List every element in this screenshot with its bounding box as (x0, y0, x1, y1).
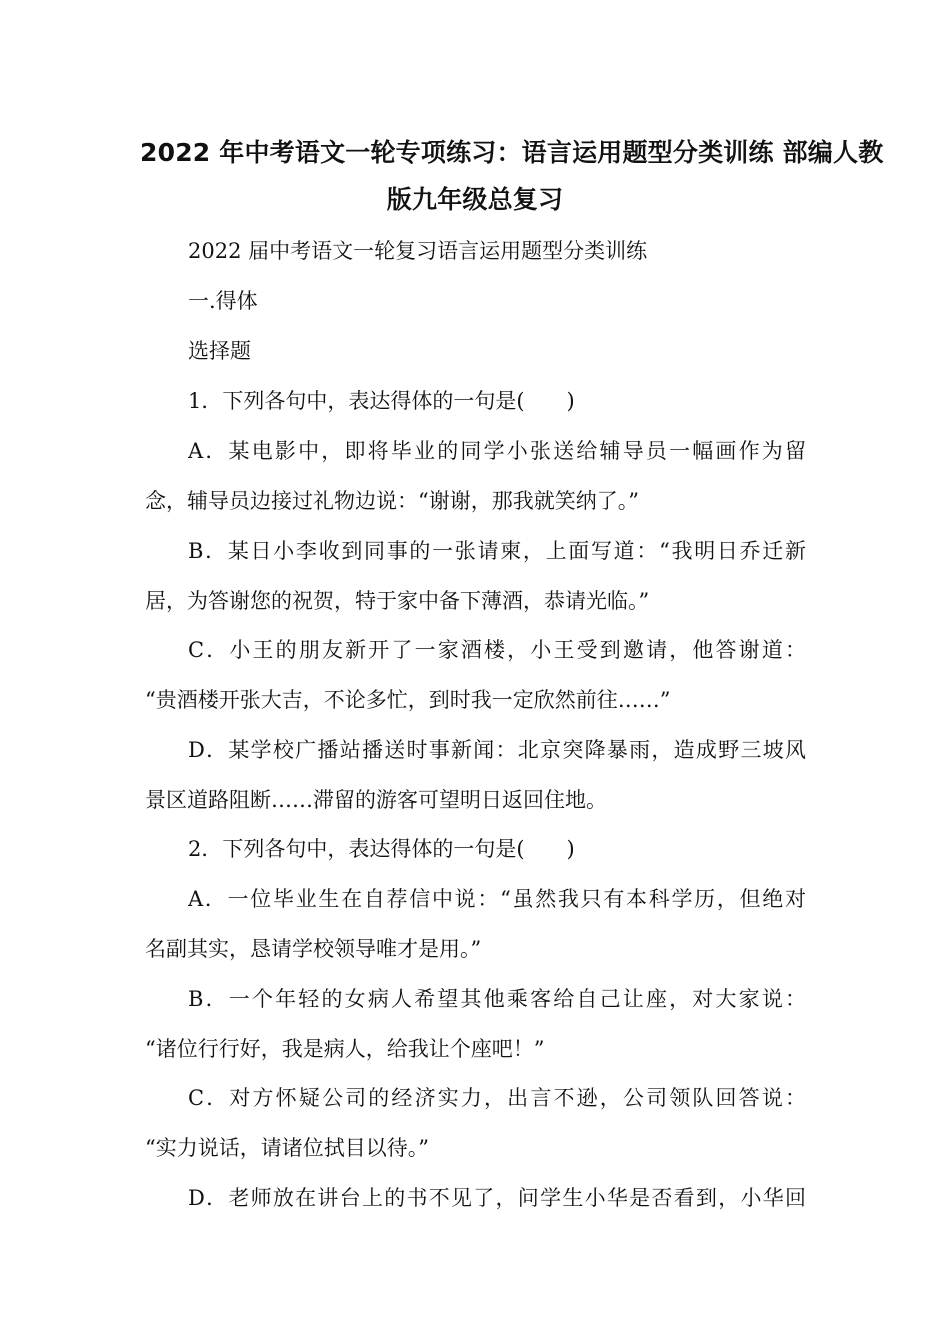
question-2-option-b-continued: “诸位行行好，我是病人，给我让个座吧！” (145, 1037, 545, 1061)
question-1-option-d: D．某学校广播站播送时事新闻：北京突降暴雨，造成野三坡风 (188, 738, 806, 762)
question-1-option-c-continued: “贵酒楼开张大吉，不论多忙，到时我一定欣然前往……” (145, 688, 671, 712)
document-title-line-2: 版九年级总复习 (386, 185, 564, 214)
question-2-option-d: D．老师放在讲台上的书不见了，问学生小华是否看到，小华回 (188, 1186, 806, 1210)
question-1-option-c: C．小王的朋友新开了一家酒楼，小王受到邀请，他答谢道： (188, 638, 806, 662)
subsection-heading: 选择题 (188, 339, 251, 363)
question-2-option-c: C．对方怀疑公司的经济实力，出言不逊，公司领队回答说： (188, 1086, 806, 1110)
question-2-option-a-continued: 名副其实，恳请学校领导唯才是用。” (145, 937, 482, 961)
question-2-option-c-continued: “实力说话，请诸位拭目以待。” (145, 1136, 429, 1160)
question-2-option-a: A．一位毕业生在自荐信中说：“虽然我只有本科学历，但绝对 (188, 887, 806, 911)
document-subtitle: 2022 届中考语文一轮复习语言运用题型分类训练 (188, 239, 648, 263)
question-1-option-a: A．某电影中，即将毕业的同学小张送给辅导员一幅画作为留 (188, 439, 806, 463)
question-2-stem: 2．下列各句中，表达得体的一句是( ) (188, 837, 575, 861)
question-1-option-b-continued: 居，为答谢您的祝贺，特于家中备下薄酒，恭请光临。” (145, 589, 650, 613)
question-1-option-d-continued: 景区道路阻断……滞留的游客可望明日返回住地。 (145, 788, 607, 812)
question-1-option-a-continued: 念，辅导员边接过礼物边说：“谢谢，那我就笑纳了。” (145, 489, 639, 513)
question-1-option-b: B．某日小李收到同事的一张请柬，上面写道：“我明日乔迁新 (188, 539, 806, 563)
question-1-stem: 1．下列各句中，表达得体的一句是( ) (188, 389, 575, 413)
document-title-line-1: 2022 年中考语文一轮专项练习：语言运用题型分类训练 部编人教 (140, 138, 884, 167)
section-heading: 一.得体 (188, 289, 258, 313)
question-2-option-b: B．一个年轻的女病人希望其他乘客给自己让座，对大家说： (188, 987, 806, 1011)
